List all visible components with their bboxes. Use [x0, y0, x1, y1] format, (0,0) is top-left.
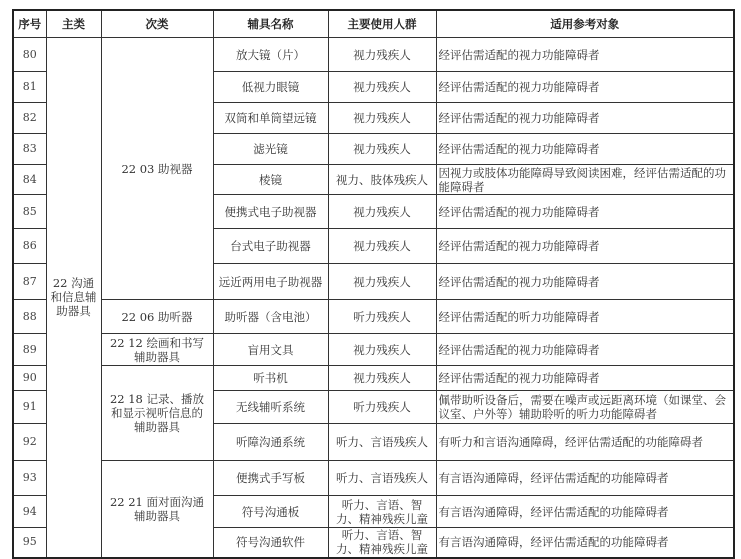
users-cell: 视力残疾人: [328, 72, 436, 103]
seq-cell: 85: [13, 195, 46, 229]
device-name-cell: 放大镜（片）: [213, 38, 328, 72]
subcategory-cell: 22 18 记录、播放和显示视听信息的辅助器具: [101, 366, 213, 461]
seq-cell: 89: [13, 334, 46, 366]
device-name-cell: 便携式手写板: [213, 461, 328, 496]
target-cell: 经评估需适配的视力功能障碍者: [436, 195, 734, 229]
assistive-devices-table: [12, 9, 735, 559]
seq-cell: 90: [13, 366, 46, 391]
target-cell: 经评估需适配的视力功能障碍者: [436, 38, 734, 72]
device-name-cell: 无线辅听系统: [213, 391, 328, 424]
users-cell: 听力残疾人: [328, 300, 436, 334]
users-cell: 听力、言语、智力、精神残疾儿童: [328, 528, 436, 558]
header-users: 主要使用人群: [328, 10, 436, 38]
device-name-cell: 台式电子助视器: [213, 229, 328, 264]
seq-cell: 93: [13, 461, 46, 496]
seq-cell: 80: [13, 38, 46, 72]
header-device-name: 辅具名称: [213, 10, 328, 38]
device-name-cell: 符号沟通软件: [213, 528, 328, 558]
users-cell: 听力、言语残疾人: [328, 461, 436, 496]
seq-cell: 95: [13, 528, 46, 558]
users-cell: 听力、言语残疾人: [328, 424, 436, 461]
header-main-category: 主类: [46, 10, 101, 38]
target-cell: 经评估需适配的视力功能障碍者: [436, 103, 734, 134]
target-cell: 经评估需适配的视力功能障碍者: [436, 366, 734, 391]
device-name-cell: 棱镜: [213, 165, 328, 195]
device-name-cell: 盲用文具: [213, 334, 328, 366]
target-cell: 有言语沟通障碍，经评估需适配的功能障碍者: [436, 528, 734, 558]
target-cell: 经评估需适配的视力功能障碍者: [436, 72, 734, 103]
subcategory-cell: 22 21 面对面沟通辅助器具: [101, 461, 213, 558]
subcategory-cell: 22 06 助听器: [101, 300, 213, 334]
target-cell: 有言语沟通障碍，经评估需适配的功能障碍者: [436, 461, 734, 496]
seq-cell: 92: [13, 424, 46, 461]
seq-cell: 86: [13, 229, 46, 264]
device-name-cell: 滤光镜: [213, 134, 328, 165]
header-row: [13, 10, 734, 38]
users-cell: 视力残疾人: [328, 366, 436, 391]
seq-cell: 81: [13, 72, 46, 103]
target-cell: 经评估需适配的视力功能障碍者: [436, 264, 734, 300]
seq-cell: 84: [13, 165, 46, 195]
device-name-cell: 低视力眼镜: [213, 72, 328, 103]
header-seq: 序号: [13, 10, 46, 38]
users-cell: 视力残疾人: [328, 229, 436, 264]
subcategory-cell: 22 03 助视器: [101, 38, 213, 300]
target-cell: 经评估需适配的视力功能障碍者: [436, 334, 734, 366]
device-name-cell: 听障沟通系统: [213, 424, 328, 461]
subcategory-cell: 22 12 绘画和书写辅助器具: [101, 334, 213, 366]
device-name-cell: 助听器（含电池）: [213, 300, 328, 334]
users-cell: 视力残疾人: [328, 334, 436, 366]
target-cell: 佩带助听设备后，需要在噪声或远距离环境（如课堂、会议室、户外等）辅助聆听的听力功能障碍者: [436, 391, 734, 424]
header-subcategory: 次类: [101, 10, 213, 38]
target-cell: 经评估需适配的视力功能障碍者: [436, 134, 734, 165]
users-cell: 视力、肢体残疾人: [328, 165, 436, 195]
users-cell: 视力残疾人: [328, 103, 436, 134]
device-name-cell: 远近两用电子助视器: [213, 264, 328, 300]
table-row: [13, 38, 734, 72]
target-cell: 经评估需适配的视力功能障碍者: [436, 229, 734, 264]
table-row: [13, 461, 734, 496]
users-cell: 视力残疾人: [328, 134, 436, 165]
table-row: [13, 366, 734, 391]
target-cell: 经评估需适配的听力功能障碍者: [436, 300, 734, 334]
users-cell: 视力残疾人: [328, 195, 436, 229]
seq-cell: 87: [13, 264, 46, 300]
target-cell: 有听力和言语沟通障碍，经评估需适配的功能障碍者: [436, 424, 734, 461]
header-target: 适用参考对象: [436, 10, 734, 38]
seq-cell: 82: [13, 103, 46, 134]
users-cell: 视力残疾人: [328, 264, 436, 300]
users-cell: 听力残疾人: [328, 391, 436, 424]
device-name-cell: 符号沟通板: [213, 496, 328, 528]
seq-cell: 91: [13, 391, 46, 424]
device-name-cell: 双筒和单筒望远镜: [213, 103, 328, 134]
table-row: [13, 300, 734, 334]
target-cell: 有言语沟通障碍，经评估需适配的功能障碍者: [436, 496, 734, 528]
device-name-cell: 便携式电子助视器: [213, 195, 328, 229]
users-cell: 听力、言语、智力、精神残疾儿童: [328, 496, 436, 528]
users-cell: 视力残疾人: [328, 38, 436, 72]
seq-cell: 83: [13, 134, 46, 165]
seq-cell: 94: [13, 496, 46, 528]
seq-cell: 88: [13, 300, 46, 334]
device-name-cell: 听书机: [213, 366, 328, 391]
main-category-cell: 22 沟通和信息辅助器具: [46, 38, 101, 558]
target-cell: 因视力或肢体功能障碍导致阅读困难，经评估需适配的功能障碍者: [436, 165, 734, 195]
table-row: [13, 334, 734, 366]
